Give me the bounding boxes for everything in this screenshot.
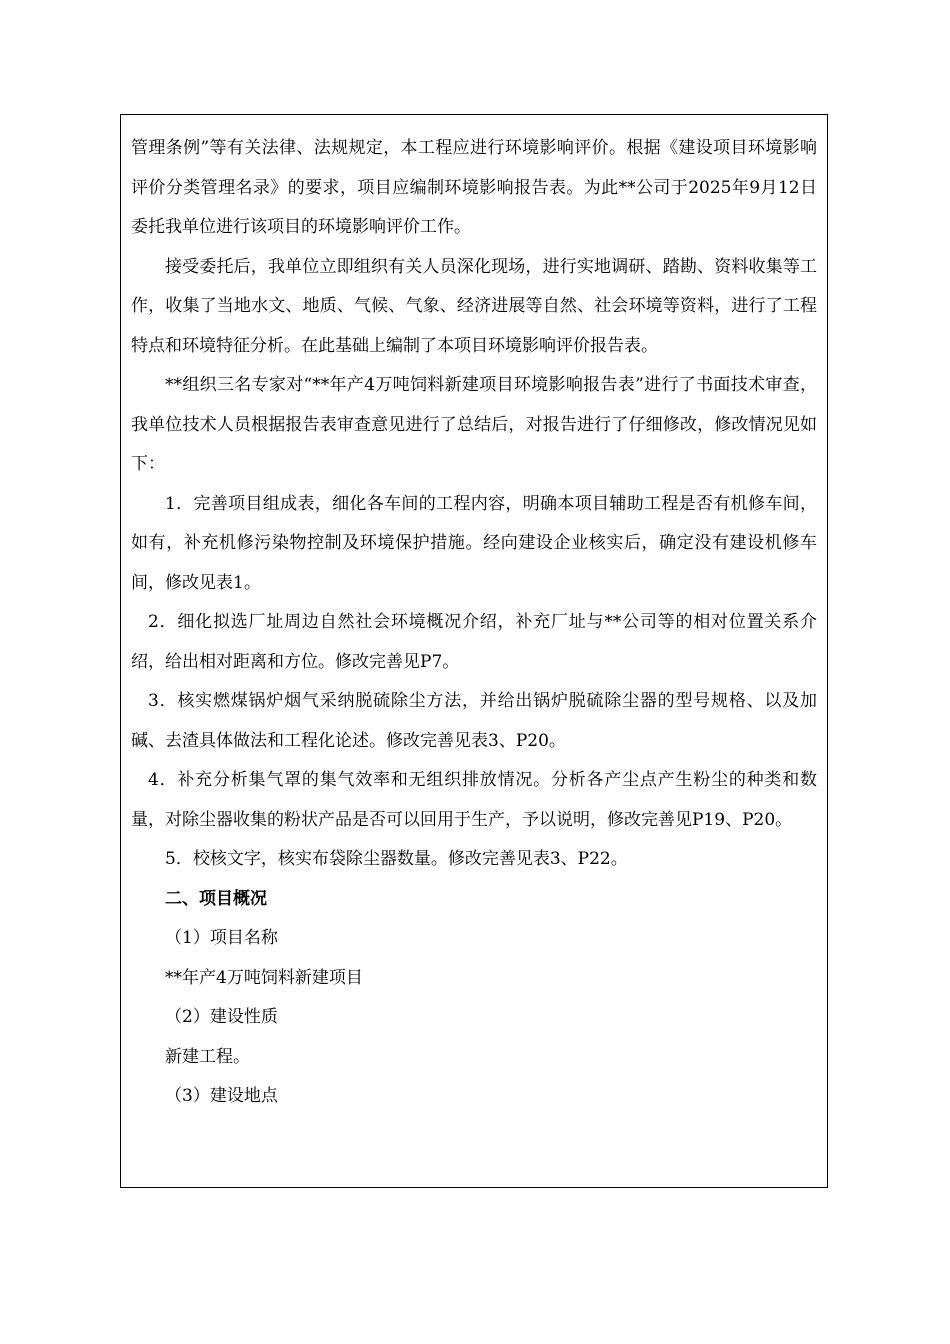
revision-item-3: 3．核实燃煤锅炉烟气采纳脱硫除尘方法，并给出锅炉脱硫除尘器的型号规格、以及加碱、去渣具体做法和工程化论述。修改完善见表3、P20。	[131, 691, 817, 751]
document-body	[131, 129, 817, 1117]
subheading-construction-nature: （2）建设性质	[165, 1007, 278, 1027]
revision-item-4: 4．补充分析集气罩的集气效率和无组织排放情况。分析各产尘点产生粉尘的种类和数量，对除尘器收集的粉状产品是否可以回用于生产，予以说明，修改完善见P19、P20。	[131, 770, 817, 830]
paragraph-review: **组织三名专家对“**年产4万吨饲料新建项目环境影响报告表”进行了书面技术审查，我单位技术人员根据报告表审查意见进行了总结后，对报告进行了仔细修改，修改情况见如下：	[131, 375, 817, 474]
paragraph-commission: 接受委托后，我单位立即组织有关人员深化现场，进行实地调研、踏勘、资料收集等工作，收集了当地水文、地质、气候、气象、经济进展等自然、社会环境等资料，进行了工程特点和环境特征分析。在此基础上编制了本项目环境影响评价报告表。	[131, 256, 817, 356]
project-name-value: **年产4万吨饲料新建项目	[165, 967, 363, 988]
document-frame	[120, 114, 828, 1188]
revision-item-1: 1．完善项目组成表，细化各车间的工程内容，明确本项目辅助工程是否有机修车间，如有，补充机修污染物控制及环境保护措施。经向建设企业核实后，确定没有建设机修车间，修改见表1。	[131, 493, 817, 593]
subheading-project-name: （1）项目名称	[165, 928, 278, 948]
subheading-construction-location: （3）建设地点	[165, 1086, 278, 1106]
revision-item-2: 2．细化拟选厂址周边自然社会环境概况介绍，补充厂址与**公司等的相对位置关系介绍，给出相对距离和方位。修改完善见P7。	[131, 612, 817, 672]
construction-nature-value: 新建工程。	[165, 1046, 250, 1067]
revision-item-5: 5．校核文字，核实布袋除尘器数量。修改完善见表3、P22。	[165, 849, 628, 869]
section-heading-project-overview: 二、项目概况	[165, 888, 267, 909]
paragraph-regulation: 管理条例”等有关法律、法规规定，本工程应进行环境影响评价。根据《建设项目环境影响评价分类管理名录》的要求，项目应编制环境影响报告表。为此**公司于2025年9月12日委托我单位进行该项目的环境影响评价工作。	[131, 138, 817, 237]
